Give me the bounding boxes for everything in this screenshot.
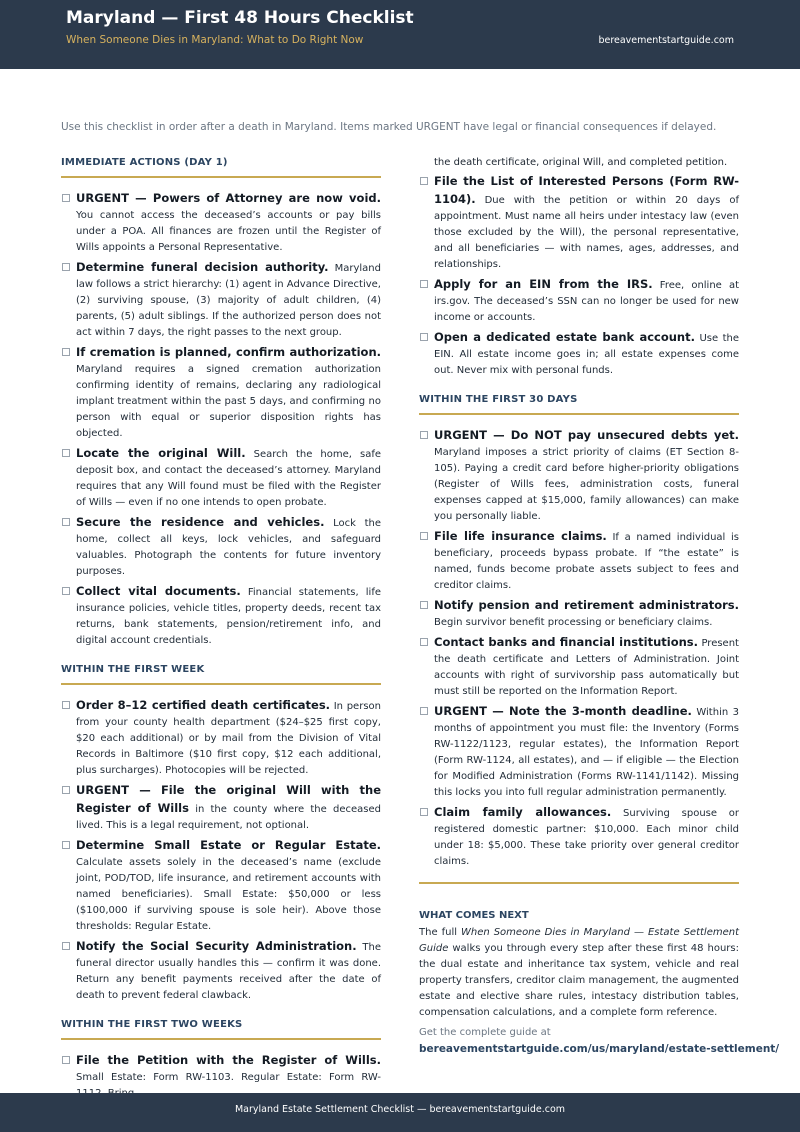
section-title-what-comes-next: WHAT COMES NEXT (419, 910, 529, 921)
item-lead: Determine funeral decision authority. (76, 260, 329, 274)
item-body: Search the home, safe deposit box, and contact the deceased’s attorney. Maryland requires that any Will found must be filed with the Register of Wills — even if no one intends to open probate. (76, 449, 381, 508)
item-lead: Collect vital documents. (76, 584, 241, 598)
checklist-item (61, 259, 381, 341)
checkbox[interactable] (62, 449, 70, 457)
checkbox[interactable] (62, 263, 70, 271)
checklist-item (419, 634, 739, 700)
item-body: The funeral director usually handles this — confirm it was done. Return any benefit payments received after the date of death to prevent federal clawback. (76, 942, 381, 1001)
checkbox[interactable] (420, 532, 428, 540)
checkbox[interactable] (420, 808, 428, 816)
item-lead: URGENT — Powers of Attorney are now void. (76, 191, 381, 205)
section-divider (61, 176, 381, 178)
checkbox[interactable] (62, 348, 70, 356)
left-column (61, 155, 381, 1105)
guide-link[interactable]: bereavementstartguide.com/us/maryland/estate-settlement/ (419, 1043, 780, 1055)
section-title-week1: WITHIN THE FIRST WEEK (61, 664, 205, 675)
item-lead: File the List of Interested Persons (Form RW-1104). (434, 174, 739, 206)
checkbox[interactable] (62, 1056, 70, 1064)
checklist-item (419, 528, 739, 594)
item-body: Within 3 months of appointment you must file: the Inventory (Forms RW-1122/1123, regular estates), the Information Report (Form RW-1124, all estates), and — if eligible — the Election for Modified Administration (Forms RW-1141/1142). Missing this locks you into full regular administration permanently. (434, 707, 739, 798)
checklist-item (419, 329, 739, 379)
section-divider (419, 413, 739, 415)
intro-text: Use this checklist in order after a death in Maryland. Items marked URGENT have legal or financial consequences if delayed. (61, 121, 717, 133)
item-body: Due with the petition or within 20 days of appointment. Must name all heirs under intestacy law (even those excluded by the Will), the personal representative, and all beneficiaries — with names, ages, addresses, and relationships. (434, 195, 739, 270)
checklist-item (419, 427, 739, 525)
section-divider (419, 882, 739, 884)
item-body: Begin survivor benefit processing or beneficiary claims. (434, 617, 713, 628)
item-continuation: the death certificate, original Will, and completed petition. (434, 157, 728, 168)
item-body: Use the EIN. All estate income goes in; all estate expenses come out. Never mix with personal funds. (434, 333, 739, 376)
checklist-item (61, 514, 381, 580)
checklist-item (61, 782, 381, 834)
checklist-item (419, 597, 739, 631)
page-footer (0, 1093, 800, 1132)
item-body: Maryland imposes a strict priority of claims (ET Section 8-105). Paying a credit card before higher-priority obligations (Register of Wills fees, administration costs, funeral expenses capped at $15,000, family allowances) can make you personally liable. (434, 447, 739, 522)
checkbox[interactable] (62, 942, 70, 950)
right-column (419, 155, 780, 1057)
item-body: In person from your county health department ($24–$25 first copy, $20 each additional) or by mail from the Division of Vital Records in Baltimore ($10 first copy, $12 each additional, plus surcharges). Photocopies will be rejected. (76, 701, 381, 776)
item-body: Maryland requires a signed cremation authorization confirming identity of remains, declaring any radiological implant treatment within the past 5 days, and confirming no person with equal or superior disposition rights has objected. (76, 364, 381, 439)
item-lead: Claim family allowances. (434, 805, 612, 819)
what-comes-next-text (419, 925, 739, 1021)
header-site: bereavementstartguide.com (598, 35, 734, 46)
item-body: Small Estate: Form RW-1103. Regular Estate: Form RW- (76, 1072, 381, 1083)
page-header (0, 0, 800, 69)
checkbox[interactable] (62, 786, 70, 794)
item-body: in the county where the deceased lived. This is a legal requirement, not optional. (76, 804, 381, 831)
page-title: Maryland — First 48 Hours Checklist (66, 8, 414, 28)
item-lead: File life insurance claims. (434, 529, 607, 543)
text-segment: walks you through every step after these first 48 hours: the dual estate and inheritance tax system, vehicle and real property transfers, creditor claim management, the augmented estate and elective share rules, intestacy distribution tables, compensation calculations, and a complete form reference. (419, 943, 739, 1018)
checklist-item (419, 276, 739, 326)
item-body: Calculate assets solely in the deceased’s name (exclude joint, POD/TOD, life insurance, and retirement accounts with named beneficiaries). Small Estate: $50,000 or less ($100,000 if surviving spouse is sole heir). Above those thresholds: Regular Estate. (76, 857, 381, 932)
item-body: Maryland law follows a strict hierarchy: (1) agent in Advance Directive, (2) surviving spouse, (3) majority of adult children, (4) parents, (5) adult siblings. If the authorized person does not act within 7 days, the right passes to the next group. (76, 263, 381, 338)
checklist-item (61, 837, 381, 935)
checkbox[interactable] (62, 587, 70, 595)
checkbox[interactable] (420, 707, 428, 715)
item-lead: Order 8–12 certified death certificates. (76, 698, 331, 712)
item-lead: If cremation is planned, confirm authorization. (76, 345, 381, 359)
item-lead: File the Petition with the Register of Wills. (76, 1053, 381, 1067)
item-body: Present the death certificate and Letters of Administration. Joint accounts with right of survivorship pass automatically but must still be reported on the Information Report. (434, 638, 739, 697)
checkbox[interactable] (420, 638, 428, 646)
item-lead: Secure the residence and vehicles. (76, 515, 325, 529)
checkbox[interactable] (62, 194, 70, 202)
item-lead: URGENT — Note the 3-month deadline. (434, 704, 692, 718)
item-body: If a named individual is beneficiary, proceeds bypass probate. If “the estate” is named, funds become probate assets subject to fees and creditor claims. (434, 532, 739, 591)
checklist-item (419, 703, 739, 801)
text-segment: The full (419, 927, 461, 938)
what-comes-next (419, 910, 780, 1057)
page-subtitle: When Someone Dies in Maryland: What to Do Right Now (66, 34, 364, 46)
item-lead: Contact banks and financial institutions. (434, 635, 698, 649)
item-lead: URGENT — Do NOT pay unsecured debts yet. (434, 428, 739, 442)
item-lead: URGENT — File the original Will with the Register of Wills (76, 783, 381, 815)
get-guide-label: Get the complete guide at (419, 1027, 551, 1038)
item-lead: Notify pension and retirement administrators. (434, 598, 739, 612)
item-lead: Locate the original Will. (76, 446, 246, 460)
checkbox[interactable] (62, 701, 70, 709)
checklist-item (61, 697, 381, 779)
section-title-day30: WITHIN THE FIRST 30 DAYS (419, 394, 578, 405)
item-body: Free, online at irs.gov. The deceased’s SSN can no longer be used for new income or accounts. (434, 280, 740, 323)
checkbox[interactable] (62, 518, 70, 526)
checklist-item (61, 938, 381, 1004)
checkbox[interactable] (420, 280, 428, 288)
footer-text: Maryland Estate Settlement Checklist — bereavementstartguide.com (234, 1104, 566, 1115)
checkbox[interactable] (62, 841, 70, 849)
guide-title: When Someone Dies in Maryland — Estate Settlement Guide (419, 927, 740, 954)
section-title-week2: WITHIN THE FIRST TWO WEEKS (61, 1019, 243, 1030)
checklist-item (61, 583, 381, 649)
checklist-item (61, 344, 381, 442)
checklist-item (419, 804, 739, 870)
item-body: You cannot access the deceased’s accounts or pay bills under a POA. All finances are frozen until the Register of Wills appoints a Personal Representative. (76, 210, 381, 253)
item-body: Lock the home, collect all keys, lock vehicles, and safeguard valuables. Photograph the contents for future inventory purposes. (76, 518, 381, 577)
section-divider (61, 683, 381, 685)
checkbox[interactable] (420, 601, 428, 609)
section-title-day1: IMMEDIATE ACTIONS (DAY 1) (61, 157, 228, 168)
item-lead: Determine Small Estate or Regular Estate. (76, 838, 381, 852)
item-body: Financial statements, life insurance policies, vehicle titles, property deeds, recent tax returns, bank statements, pension/retirement info, and digital account credentials. (76, 587, 381, 646)
item-lead: Apply for an EIN from the IRS. (434, 277, 653, 291)
item-lead: Notify the Social Security Administration. (76, 939, 357, 953)
checklist-item (419, 173, 739, 273)
checklist-item (61, 445, 381, 511)
checkbox[interactable] (420, 177, 428, 185)
checkbox[interactable] (420, 333, 428, 341)
item-lead: Open a dedicated estate bank account. (434, 330, 695, 344)
item-body: Surviving spouse or registered domestic partner: $10,000. Each minor child under 18: $5,000. These take priority over general creditor claims. (434, 808, 739, 867)
section-divider (61, 1038, 381, 1040)
checklist-item (61, 190, 381, 256)
checkbox[interactable] (420, 431, 428, 439)
